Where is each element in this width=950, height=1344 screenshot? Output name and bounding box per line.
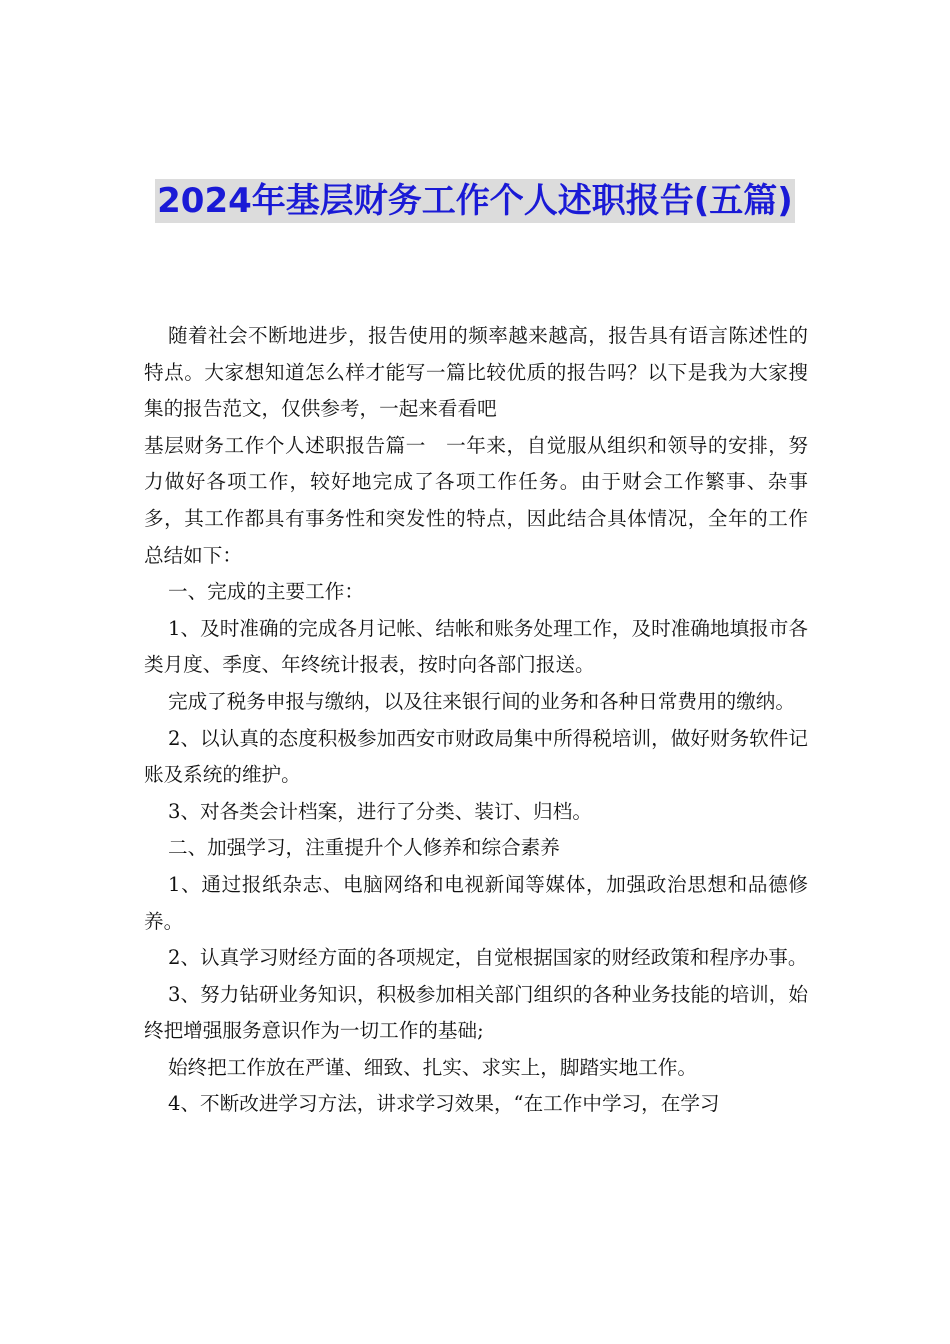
document-body: [144, 318, 808, 1123]
list-item: 1、及时准确的完成各月记帐、结帐和账务处理工作，及时准确地填报市各类月度、季度、年终统计报表，按时向各部门报送。: [144, 616, 808, 677]
paragraph: 完成了税务申报与缴纳，以及往来银行间的业务和各种日常费用的缴纳。: [168, 689, 795, 713]
paragraph-section-intro: 基层财务工作个人述职报告篇一 一年来，自觉服从组织和领导的安排，努力做好各项工作，较好地完成了各项工作任务。由于财会工作繁事、杂事多，其工作都具有事务性和突发性的特点，因此结合具体情况，全年的工作总结如下：: [144, 433, 808, 567]
paragraph-intro: 随着社会不断地进步，报告使用的频率越来越高，报告具有语言陈述性的特点。大家想知道怎么样才能写一篇比较优质的报告吗？以下是我为大家搜集的报告范文，仅供参考，一起来看看吧: [144, 324, 808, 421]
heading-main-work: 一、完成的主要工作：: [168, 580, 364, 604]
heading-study: 二、加强学习，注重提升个人修养和综合素养: [168, 836, 560, 860]
list-item: 3、努力钻研业务知识，积极参加相关部门组织的各种业务技能的培训，始终把增强服务意识作为一切工作的基础;: [144, 982, 808, 1043]
paragraph: 始终把工作放在严谨、细致、扎实、求实上，脚踏实地工作。: [168, 1055, 698, 1079]
list-item: 4、不断改进学习方法，讲求学习效果，“在工作中学习，在学习: [168, 1092, 720, 1116]
document-title: [140, 176, 810, 226]
list-item: 2、以认真的态度积极参加西安市财政局集中所得税培训，做好财务软件记账及系统的维护。: [144, 726, 808, 787]
list-item: 3、对各类会计档案，进行了分类、装订、归档。: [168, 799, 592, 823]
list-item: 1、通过报纸杂志、电脑网络和电视新闻等媒体，加强政治思想和品德修养。: [144, 872, 808, 933]
title-text: 2024年基层财务工作个人述职报告(五篇): [157, 181, 793, 221]
list-item: 2、认真学习财经方面的各项规定，自觉根据国家的财经政策和程序办事。: [168, 946, 808, 970]
